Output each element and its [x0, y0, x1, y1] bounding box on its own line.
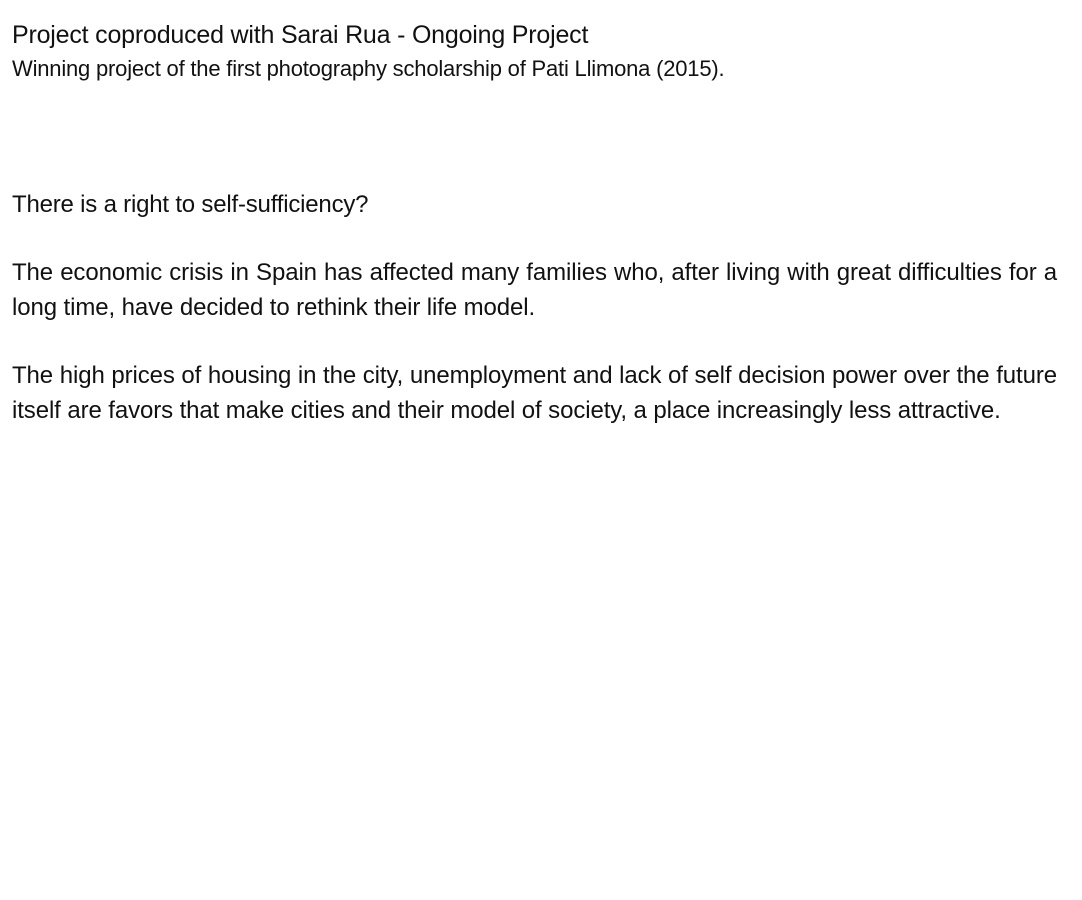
project-title: Project coproduced with Sarai Rua - Ongoing Project [12, 21, 589, 49]
intro-question: There is a right to self-sufficiency? [12, 191, 369, 218]
project-subtitle: Winning project of the first photography scholarship of Pati Llimona (2015). [12, 56, 725, 81]
body-paragraph-2: The high prices of housing in the city, unemployment and lack of self decision power over the future itself are favors that make cities and their model of society, a place increasingly less attractive. [12, 362, 1057, 424]
body-paragraph-1: The economic crisis in Spain has affected many families who, after living with great difficulties for a long time, have decided to rethink their life model. [12, 259, 1057, 321]
